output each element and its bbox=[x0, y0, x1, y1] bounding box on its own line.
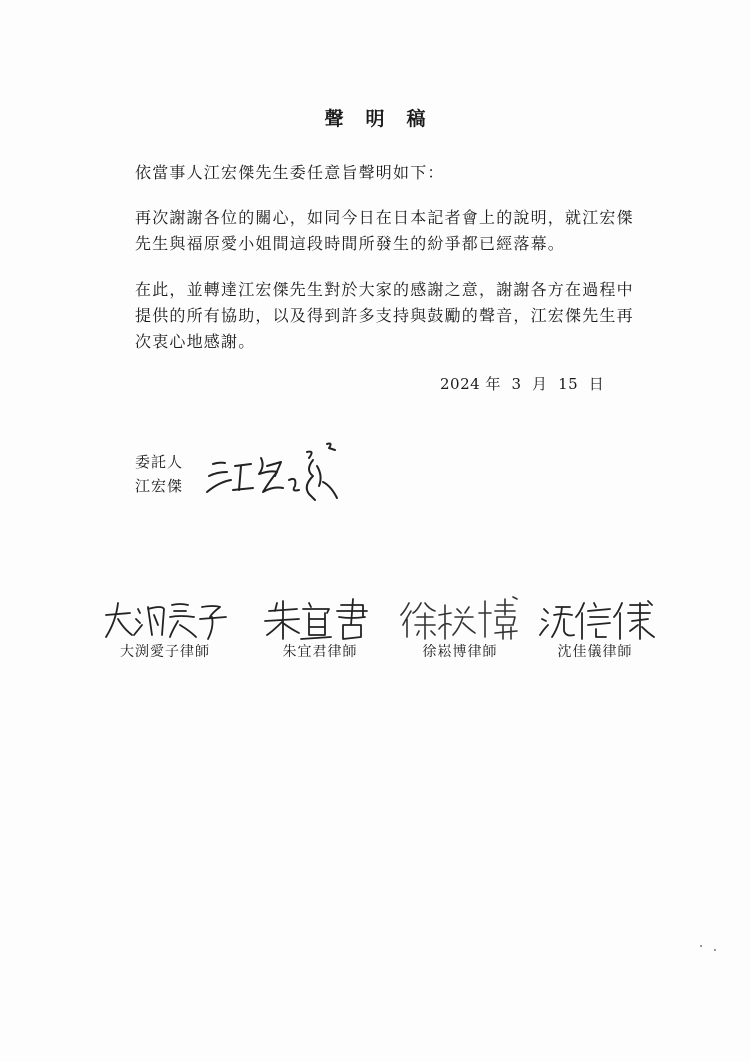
lawyer-signature-3 bbox=[395, 595, 525, 643]
lawyer-block-4 bbox=[530, 595, 660, 665]
lawyer-signature-1 bbox=[100, 595, 230, 643]
principal-block bbox=[135, 450, 183, 498]
principal-name: 江宏傑 bbox=[135, 477, 184, 495]
scan-speck bbox=[700, 945, 702, 947]
lawyer-block-1 bbox=[100, 595, 230, 665]
body-paragraph-1: 再次謝謝各位的關心，如同今日在日本記者會上的說明，就江宏傑先生與福原愛小姐間這段時間所發生的紛爭都已經落幕。 bbox=[135, 208, 634, 253]
statement-date: 2024 年 3 月 15 日 bbox=[440, 375, 605, 393]
lawyer-name-3: 徐崧博律師 bbox=[422, 644, 498, 660]
principal-signature bbox=[205, 436, 355, 506]
lawyer-signature-2 bbox=[255, 595, 385, 643]
lawyer-name-2: 朱宜君律師 bbox=[282, 644, 358, 660]
lawyer-signature-4 bbox=[530, 595, 660, 643]
lawyer-block-3 bbox=[395, 595, 525, 665]
document-title: 聲明稿 bbox=[324, 108, 448, 130]
lawyer-name-4: 沈佳儀律師 bbox=[557, 644, 633, 660]
lawyer-block-2 bbox=[255, 595, 385, 665]
body-paragraph-2: 在此，並轉達江宏傑先生對於大家的感謝之意，謝謝各方在過程中提供的所有協助，以及得到許多支持與鼓勵的聲音，江宏傑先生再次衷心地感謝。 bbox=[135, 280, 634, 351]
lawyer-name-1: 大渕愛子律師 bbox=[120, 644, 210, 660]
intro-paragraph: 依當事人江宏傑先生委任意旨聲明如下： bbox=[135, 163, 445, 182]
principal-label: 委託人 bbox=[135, 453, 184, 471]
scan-speck bbox=[714, 949, 716, 951]
